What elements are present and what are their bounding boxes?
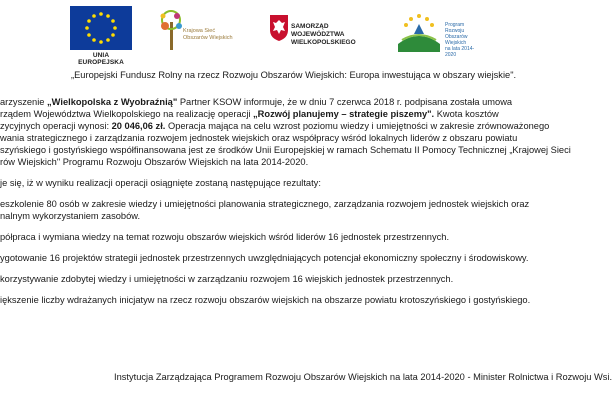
prow-text-4: Wiejskich [445,40,467,46]
wlkp-text-1: SAMORZĄD WOJEWÓDZTWA [291,23,345,38]
text-run: Kwota kosztów [434,109,499,119]
result-item: ygotowanie 16 projektów strategii jednostek przestrzennych uwzględniających potencjał ekonomiczny społeczny i środowiskowy. [0,253,529,263]
paragraph-line [0,108,600,120]
wlkp-text-2: WIELKOPOLSKIEGO [291,39,356,46]
ksow-text-2: Obszarów Wiejskich [183,35,233,41]
prow-text-3: Obszarów [445,34,468,40]
ksow-text-1: Krajowa Sieć [183,28,216,34]
paragraph-line [0,120,600,132]
result-item-continuation: nalnym wykorzystaniem zasobów. [0,211,141,221]
logo-strip [0,0,550,64]
eagle-shield-icon [269,14,289,42]
eu-logo [70,6,132,66]
result-item: półpraca i wymiana wiedzy na temat rozwoju obszarów wiejskich wśród liderów 16 jednostek przestrzennych. [0,232,450,242]
result-item: iększenie liczby wdrażanych inicjatyw na rzecz rozwoju obszarów wiejskich na obszarze powiatu krotoszyńskiego i gostyńskiego. [0,295,531,305]
result-item: eszkolenie 80 osób w zakresie wiedzy i umiejętności planowania strategicznego, zarządzania rozwojem jednostek wiejskich oraz [0,199,530,209]
operation-title: „Rozwój planujemy – strategie piszemy". [253,109,435,119]
text-run: rządem Województwa Wielkopolskiego na realizację operacji [0,109,254,119]
prow-text-2: Rozwoju [445,28,465,34]
prow-logo [394,10,478,60]
paragraph-line: rów Wiejskich" Programu Rozwoju Obszarów Wiejskich na lata 2014-2020. [0,157,309,167]
association-name: „Wielkopolska z Wyobraźnią" [47,97,178,107]
motto-line: „Europejski Fundusz Rolny na rzecz Rozwoju Obszarów Wiejskich: Europa inwestująca w obszary wiejskie". [71,70,517,80]
text-run: zycyjnych operacji wynosi: [0,121,112,131]
announcement-body [0,96,600,306]
text-run: Operacja mająca na celu wzrost poziomu wiedzy i umiejętności w zakresie zrównoważonego [165,121,550,131]
result-item: korzystywanie zdobytej wiedzy i umiejętności w zarządzaniu rozwojem 16 wiejskich jednostek przestrzennych. [0,274,454,284]
text-run: Partner KSOW informuje, że w dniu 7 czerwca 2018 r. podpisana została umowa [177,97,513,107]
ksow-logo [157,8,239,58]
prow-text-5: na lata 2014-2020 [445,46,475,58]
paragraph-line: szyńskiego i gostyńskiego współfinansowana jest ze środków Unii Europejskiej w ramach Schematu II Pomocy Technicznej „Krajowej Sieci [0,145,571,155]
wielkopolska-logo [269,14,381,54]
eu-caption: UNIA EUROPEJSKA [78,52,124,66]
text-run: arzyszenie [0,97,48,107]
prow-text-1: Program [445,22,465,28]
paragraph-line [0,96,600,108]
footer-authority: Instytucja Zarządzająca Programem Rozwoju Obszarów Wiejskich na lata 2014-2020 - Minister Rolnictwa i Rozwoju Wsi. [114,372,612,382]
eu-flag-icon [70,6,132,50]
cost-amount: 20 046,06 zł. [111,121,166,131]
paragraph-line: wania strategicznego i zarządzania rozwojem jednostek wiejskich oraz współpracy wśród lokalnych liderów z obszaru powiatu [0,133,518,143]
prow-emblem-icon [394,10,444,56]
results-intro: je się, iż w wyniku realizacji operacji osiągnięte zostaną następujące rezultaty: [0,178,321,188]
